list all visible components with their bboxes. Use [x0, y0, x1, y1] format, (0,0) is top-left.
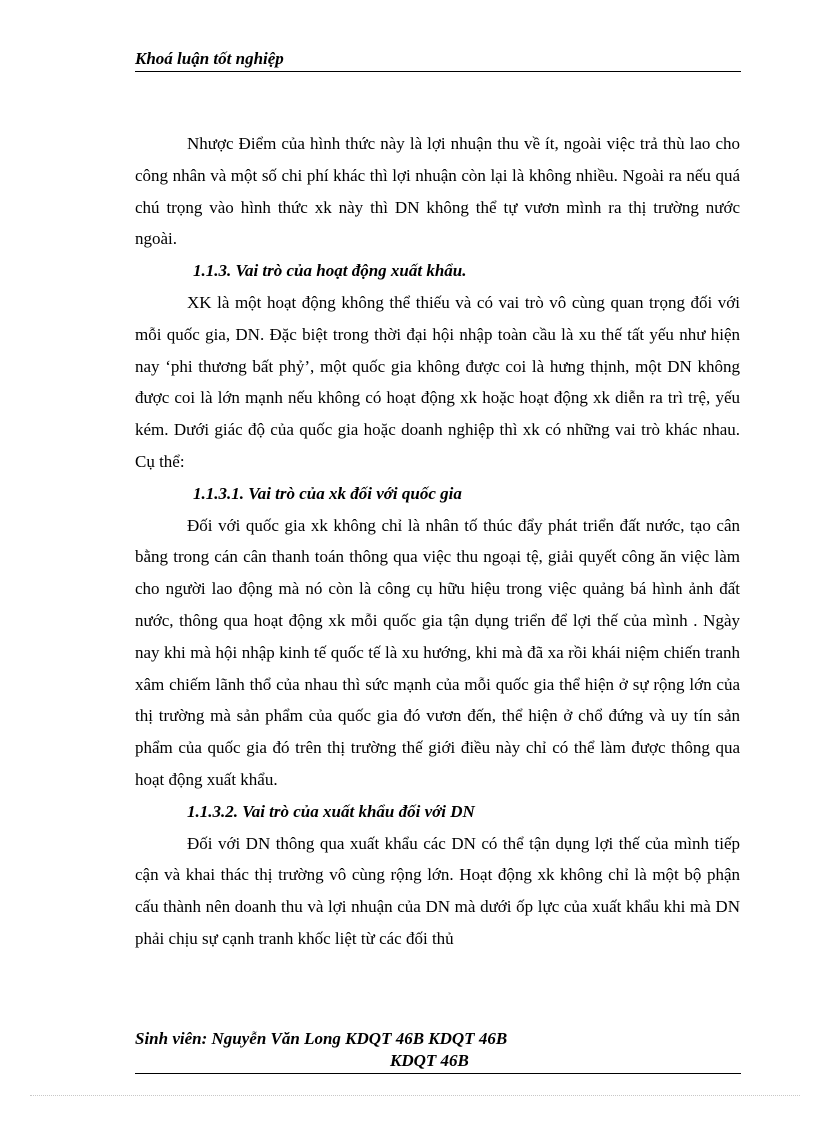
paragraph-national-role: Đối với quốc gia xk không chỉ là nhân tố thúc đẩy phát triển đất nước, tạo cân bằng trong cán cân thanh toán thông qua việc thu ngoại tệ, giải quyết công ăn việc làm cho người lao động mà nó còn là công cụ hữu hiệu trong việc quảng bá hình ảnh đất nước, thông qua hoạt động xk mỗi quốc gia tận dụng triển để lợi thế của mình . Ngày nay khi mà hội nhập kinh tế quốc tế là xu hướng, khi mà đã xa rồi khái niệm chiến tranh xâm chiếm lãnh thổ của nhau thì sức mạnh của mỗi quốc gia thể hiện ở sự rộng lớn của thị trường mà sản phẩm của quốc gia đó vươn đến, thể hiện ở chổ đứng và uy tín sản phẩm của quốc gia đó trên thị trường thế giới điều này chỉ có thể làm được thông qua hoạt động xuất khẩu.: [135, 515, 740, 789]
heading-1-1-3-2: 1.1.3.2. Vai trò của xuất khẩu đối với DN: [187, 801, 475, 821]
page-header-title: Khoá luận tốt nghiệp: [135, 49, 284, 68]
footer-divider: [135, 1073, 741, 1074]
page-footer: [135, 1028, 740, 1072]
paragraph-enterprise-role: Đối với DN thông qua xuất khẩu các DN có thể tận dụng lợi thế của mình tiếp cận và khai thác thị trường vô cùng rộng lớn. Hoạt động xk không chỉ là một bộ phận cấu thành nên doanh thu và lợi nhuận của DN mà dưới ốp lực của xuất khẩu khi mà DN phải chịu sự cạnh tranh khốc liệt từ các đối thủ: [135, 833, 740, 948]
paragraph-export-role: XK là một hoạt động không thể thiếu và có vai trò vô cùng quan trọng đối với mỗi quốc gia, DN. Đặc biệt trong thời đại hội nhập toàn cầu là xu thế tất yếu như hiện nay ‘phi thương bất phỷ’, một quốc gia không được coi là hưng thịnh, một DN không được coi là lớn mạnh nếu không có hoạt động xk hoặc hoạt động xk diễn ra trì trệ, yếu kém. Dưới giác độ của quốc gia hoặc doanh nghiệp thì xk có những vai trò khác nhau. Cụ thể:: [135, 292, 740, 471]
heading-1-1-3: 1.1.3. Vai trò của hoạt động xuất khẩu.: [193, 261, 467, 281]
header-divider: [135, 71, 741, 72]
footer-student-line: Sinh viên: Nguyễn Văn Long KDQT 46B KDQT 46B: [135, 1029, 508, 1048]
footer-class-line: KDQT 46B: [390, 1051, 469, 1070]
heading-1-1-3-1: 1.1.3.1. Vai trò của xk đối với quốc gia: [193, 483, 462, 503]
document-body: [135, 128, 740, 955]
page-break-edge: [30, 1095, 800, 1096]
paragraph-disadvantages: Nhược Điểm của hình thức này là lợi nhuận thu về ít, ngoài việc trả thù lao cho công nhân và một số chi phí khác thì lợi nhuận còn lại là không nhiều. Ngoài ra nếu quá chú trọng vào hình thức xk này thì DN không thể tự vươn mình ra thị trường nước ngoài.: [135, 134, 740, 249]
